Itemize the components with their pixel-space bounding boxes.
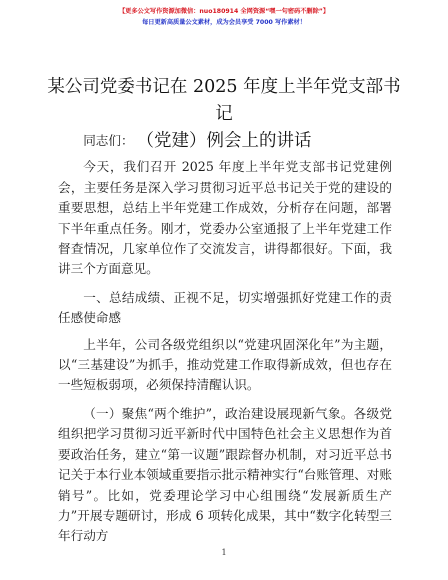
page-number: 1 [221, 548, 227, 557]
section-heading-1: 一、总结成绩、正视不足，切实增强抓好党建工作的责任感使命感 [58, 289, 392, 326]
promo-banner-line-2: 每日更新高质量公文素材，成为会员享受 7000 写作素材！ [142, 19, 306, 26]
salutation: 同志们： [83, 133, 134, 148]
paragraph-summary: 上半年，公司各级党组织以“党建巩固深化年”为主题，以“三基建设”为抓手，推动党建工作取得新成效，但也存在一些短板弱项，必须保持清醒认识。 [58, 336, 392, 393]
document-title-line-1: 某公司党委书记在 2025 年度上半年党支部书记 [47, 77, 401, 124]
document-title-line-2: （党建）例会上的讲话 [136, 131, 312, 151]
promo-banner [0, 6, 448, 28]
paragraph-intro: 今天，我们召开 2025 年度上半年党支部书记党建例会，主要任务是深入学习贯彻习近平总书记关于党的建设的重要思想，总结上半年党建工作成效，分析存在问题，部署下半年重点任务。刚才，党委办公室通报了上半年党建工作督查情况，几家单位作了交流发言，讲得都很好。下面，我讲三个方面意见。 [58, 159, 392, 277]
document-body [58, 131, 392, 550]
promo-banner-line-1: 【更多公文写作资源加微信：nuo180914 全网资源“嘿一句密码不删除”】 [118, 8, 330, 15]
paragraph-political-building: （一）聚焦“两个维护”，政治建设展现新气象。各级党组织把学习贯彻习近平新时代中国特色社会主义思想作为首要政治任务，建立“第一议题”跟踪督办机制，对习近平总书记关于本行业本领域重要指示批示精神实行“台账管理、对账销号”。比如，党委理论学习中心组围绕“发展新质生产力”开展专题研讨，形成 6 项转化成果，其中“数字化转型三年行动方 [58, 405, 392, 544]
